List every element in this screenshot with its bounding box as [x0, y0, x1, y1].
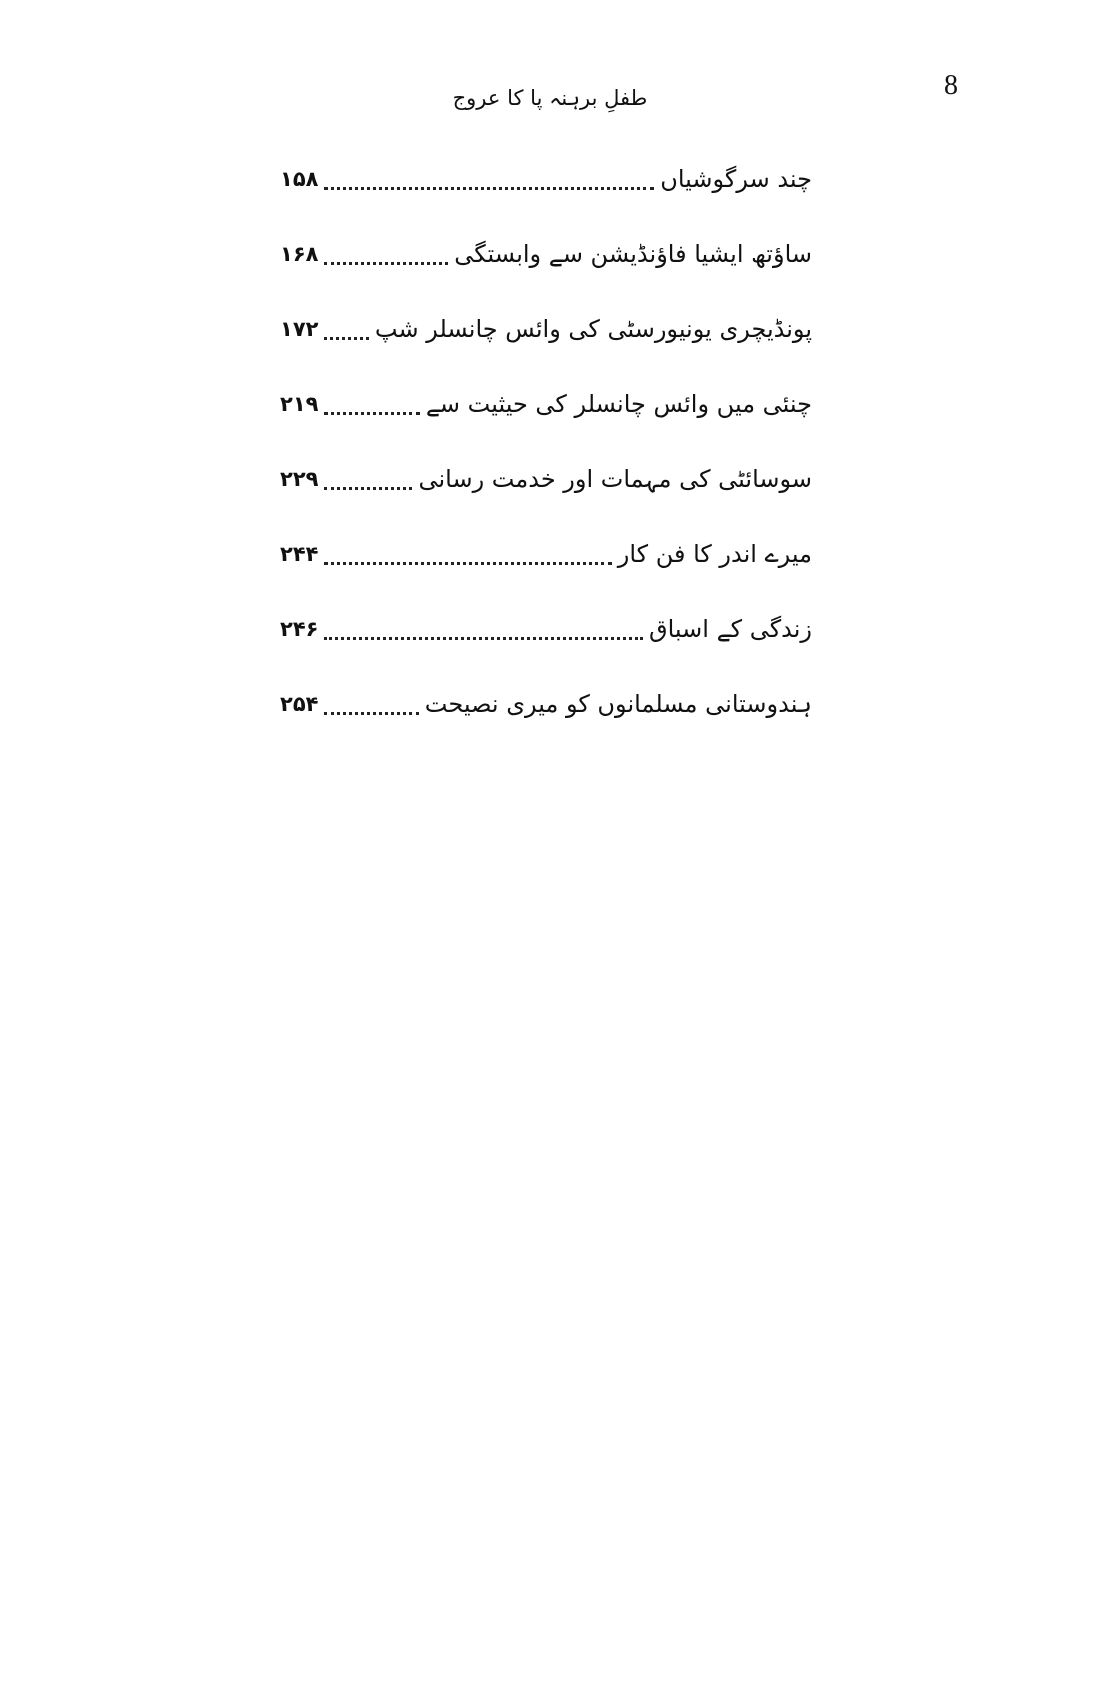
toc-entry [280, 160, 812, 198]
toc-entry [280, 310, 812, 348]
toc-entry-page: ۲۴۶ [280, 617, 319, 641]
dot-leader [324, 637, 643, 640]
toc-entry-title: زندگی کے اسباق [649, 615, 812, 643]
toc-entry-page: ۲۲۹ [280, 467, 319, 491]
toc-entry-title: سوسائٹی کی مہمات اور خدمت رسانی [418, 465, 812, 493]
toc-entry-title: ساؤتھ ایشیا فاؤنڈیشن سے وابستگی [454, 240, 812, 268]
toc-entry-title: چند سرگوشیاں [660, 165, 812, 193]
toc-entry [280, 610, 812, 648]
dot-leader [324, 562, 611, 565]
dot-leader [324, 712, 418, 715]
toc-entry-page: ۱۵۸ [280, 167, 319, 191]
toc-entry-page: ۱۷۲ [280, 317, 319, 341]
dot-leader [324, 487, 412, 490]
toc-entry-page: ۲۱۹ [280, 392, 319, 416]
dot-leader [324, 262, 448, 265]
toc-entry [280, 385, 812, 423]
toc-entry-title: میرے اندر کا فن کار [617, 540, 812, 568]
toc-entry [280, 460, 812, 498]
toc-entry-page: ۲۵۴ [280, 692, 319, 716]
toc-entry-title: چنئی میں وائس چانسلر کی حیثیت سے [425, 390, 812, 418]
table-of-contents [280, 160, 812, 760]
dot-leader [324, 412, 419, 415]
running-title: طفلِ برہنہ پا کا عروج [452, 86, 648, 110]
toc-entry-title: پونڈیچری یونیورسٹی کی وائس چانسلر شپ [374, 315, 812, 343]
toc-entry-title: ہندوستانی مسلمانوں کو میری نصیحت [424, 690, 812, 718]
dot-leader [324, 187, 654, 190]
toc-entry [280, 685, 812, 723]
dot-leader [324, 337, 368, 340]
toc-entry [280, 235, 812, 273]
toc-entry-page: ۱۶۸ [280, 242, 319, 266]
toc-entry [280, 535, 812, 573]
page-number: 8 [944, 70, 958, 101]
toc-entry-page: ۲۴۴ [280, 542, 319, 566]
